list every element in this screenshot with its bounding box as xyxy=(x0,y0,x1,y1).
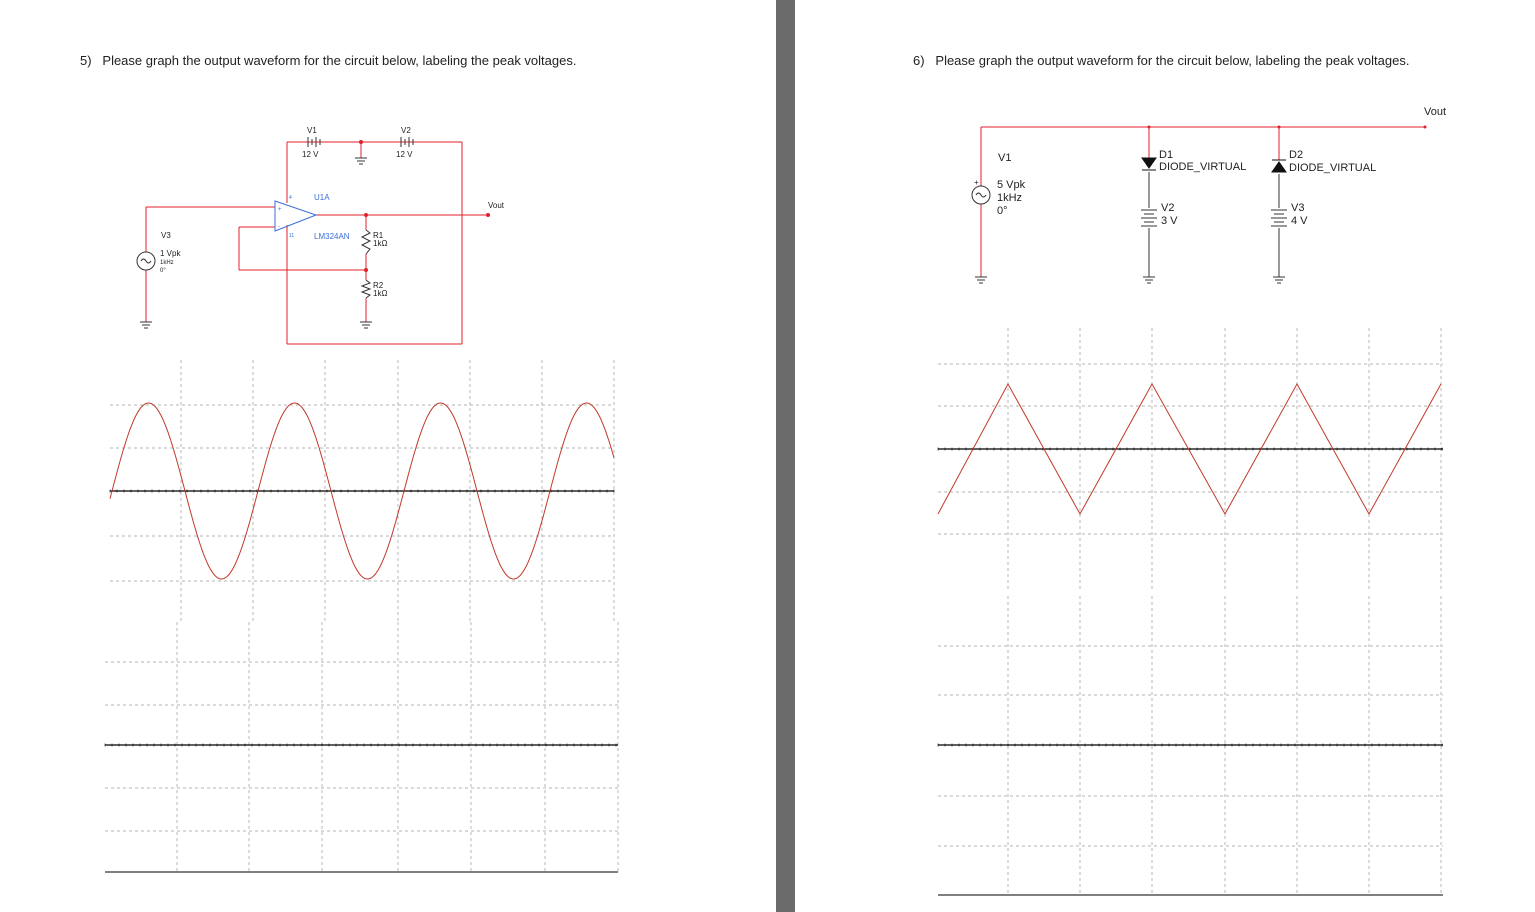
v3-value: 4 V xyxy=(1291,215,1308,227)
v3-amp: 1 Vpk xyxy=(160,249,181,258)
d1-type: DIODE_VIRTUAL xyxy=(1159,161,1247,173)
diode-d1-symbol xyxy=(1142,158,1156,170)
v3-phase: 0° xyxy=(160,268,166,274)
v2-name: V2 xyxy=(401,126,411,135)
question-6: 6) Please graph the output waveform for the circuit below, labeling the peak voltages. xyxy=(913,53,1410,68)
battery-v3-symbol xyxy=(1271,210,1287,226)
v3-name: V3 xyxy=(1291,202,1305,214)
v1-name: V1 xyxy=(998,152,1012,164)
v2-value: 3 V xyxy=(1161,215,1178,227)
u1-part: LM324AN xyxy=(314,232,350,241)
v1-amp: 5 Vpk xyxy=(997,179,1026,191)
graph-output-5 xyxy=(105,622,618,872)
v2-value: 12 V xyxy=(396,150,413,159)
u1-input-plus: + xyxy=(278,207,282,213)
v3-name: V3 xyxy=(161,231,171,240)
v1-freq: 1kHz xyxy=(997,192,1023,204)
question-5: 5) Please graph the output waveform for the circuit below, labeling the peak voltages. xyxy=(80,53,577,68)
problem-6-figure xyxy=(795,0,1535,912)
v1-plus-sign: + xyxy=(974,178,979,187)
graph-input-5 xyxy=(110,360,614,622)
worksheet-page-right xyxy=(795,0,1535,912)
page-divider xyxy=(776,0,795,912)
v3-freq: 1kHz xyxy=(160,260,174,266)
v1-phase: 0° xyxy=(997,205,1008,217)
v1-value: 12 V xyxy=(302,150,319,159)
r2-name: R2 xyxy=(373,281,384,290)
opamp-symbol xyxy=(275,201,316,231)
diode-d2-symbol xyxy=(1272,160,1286,172)
circuit-6 xyxy=(981,127,1425,277)
ground-symbols xyxy=(140,158,372,328)
resistor-r1-symbol xyxy=(362,230,370,254)
r2-value: 1kΩ xyxy=(373,289,388,298)
r1-value: 1kΩ xyxy=(373,239,388,248)
v2-name: V2 xyxy=(1161,202,1175,214)
u1-input-minus: - xyxy=(278,224,280,230)
ac-source-v1-symbol xyxy=(972,186,990,204)
d1-name: D1 xyxy=(1159,149,1174,161)
circuit-5 xyxy=(146,142,488,344)
r1-name: R1 xyxy=(373,231,384,240)
d2-type: DIODE_VIRTUAL xyxy=(1289,162,1377,174)
d2-name: D2 xyxy=(1289,149,1304,161)
graph-output-6 xyxy=(938,596,1443,895)
ground-symbols xyxy=(975,277,1285,283)
u1-pin-4: 4 xyxy=(289,195,292,201)
battery-v2-symbol xyxy=(1141,210,1157,226)
graph-input-6 xyxy=(938,328,1443,590)
v1-name: V1 xyxy=(307,126,317,135)
u1-pin-11: 11 xyxy=(289,233,295,239)
vout-label: Vout xyxy=(1424,106,1447,118)
u1-name: U1A xyxy=(314,193,330,202)
resistor-r2-symbol xyxy=(362,280,370,298)
ac-source-v3-symbol xyxy=(137,252,155,270)
vout-label: Vout xyxy=(488,201,505,210)
